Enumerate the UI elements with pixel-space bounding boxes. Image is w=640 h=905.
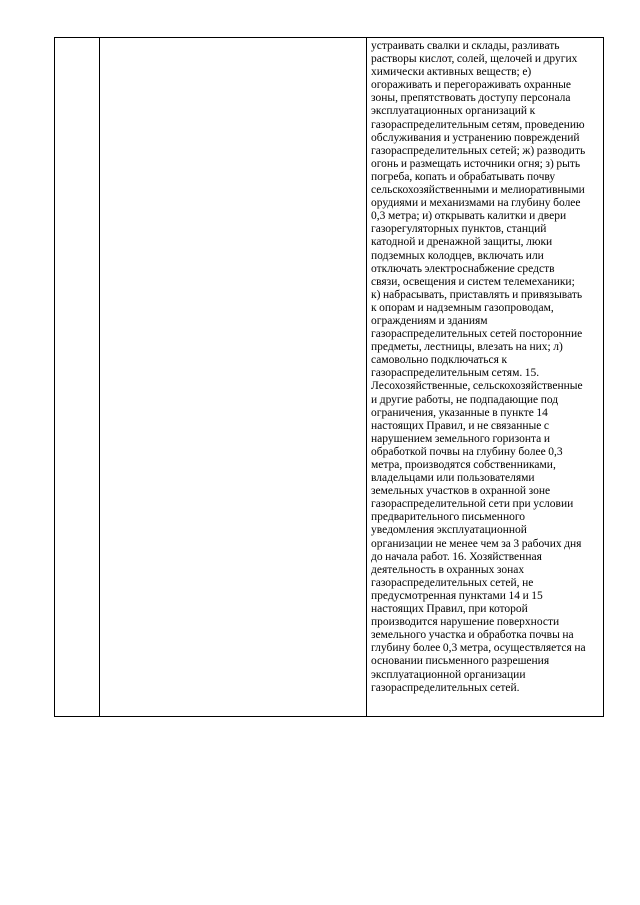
text-line: настоящих Правил, и не связанные с [371,419,550,432]
text-line: предусмотренная пунктами 14 и 15 [371,589,543,602]
text-line: подземных колодцев, включать или [371,249,544,262]
text-line: обработкой почвы на глубину более 0,3 [371,445,563,458]
text-line: организации не менее чем за 3 рабочих дня [371,537,582,550]
text-line: земельных участков в охранной зоне [371,485,551,498]
document-table [54,37,604,717]
table-cell-number [55,38,100,717]
cell-description-text [367,38,603,695]
text-line: сельскохозяйственными и мелиоративными [371,184,585,197]
table-cell-description [367,38,604,717]
text-line: владельцами или пользователями [371,472,535,485]
text-line: огонь и размещать источники огня; з) рыть [371,157,581,170]
text-line: газораспределительным сетям, проведению [371,118,585,131]
text-line: эксплуатационной организации [371,668,526,681]
text-line: производится нарушение поверхности [371,616,560,629]
text-line: нарушением земельного горизонта и [371,432,550,445]
text-line: основании письменного разрешения [371,655,550,668]
text-line: газораспределительных сетей посторонние [371,328,583,341]
text-line: 0,3 метра; и) открывать калитки и двери [371,210,567,223]
text-line: земельного участка и обработка почвы на [371,629,574,642]
table-cell-title [100,38,367,717]
text-line: орудиями и механизмами на глубину более [371,197,581,210]
text-line: газораспределительных сетей. [371,681,520,694]
text-line: газорегуляторных пунктов, станций [371,223,547,236]
text-line: к) набрасывать, приставлять и привязывать [371,288,583,301]
text-line: устраивать свалки и склады, разливать [371,40,560,52]
text-line: ограничения, указанные в пункте 14 [371,406,548,419]
text-line: газораспределительных сетей; ж) разводить [371,144,586,157]
text-line: обслуживания и устранению повреждений [371,131,580,144]
text-line: погреба, копать и обрабатывать почву [371,170,556,183]
text-line: растворы кислот, солей, щелочей и других [371,53,578,66]
text-line: к опорам и надземным газопроводам, [371,301,554,314]
text-line: ограждениям и зданиям [371,314,488,327]
text-line: газораспределительных сетей, не [371,576,534,589]
text-line: газораспределительным сетям. 15. [371,367,540,380]
text-line: огораживать и перегораживать охранные [371,79,571,92]
text-line: уведомления эксплуатационной [371,524,527,537]
text-line: предварительного письменного [371,511,526,524]
text-line: газораспределительной сети при условии [371,498,574,511]
text-line: Лесохозяйственные, сельскохозяйственные [371,380,583,393]
text-line: связи, освещения и систем телемеханики; [371,275,575,288]
text-line: эксплуатационных организаций к [371,105,536,118]
text-line: зоны, препятствовать доступу персонала [371,92,571,105]
text-line: химически активных веществ; е) [371,66,532,79]
text-line: самовольно подключаться к [371,354,508,367]
text-line: деятельность в охранных зонах [371,563,525,576]
text-line: и другие работы, не подпадающие под [371,393,559,406]
text-line: глубину более 0,3 метра, осуществляется на [371,642,586,655]
text-line: метра, производятся собственниками, [371,459,556,471]
text-line: катодной и дренажной защиты, люки [371,236,553,249]
text-line: настоящих Правил, при которой [371,603,528,616]
table-row [55,38,604,717]
text-line: отключать электроснабжение средств [371,262,555,275]
text-line: до начала работ. 16. Хозяйственная [371,550,542,563]
text-line: предметы, лестницы, влезать на них; л) [371,341,563,354]
